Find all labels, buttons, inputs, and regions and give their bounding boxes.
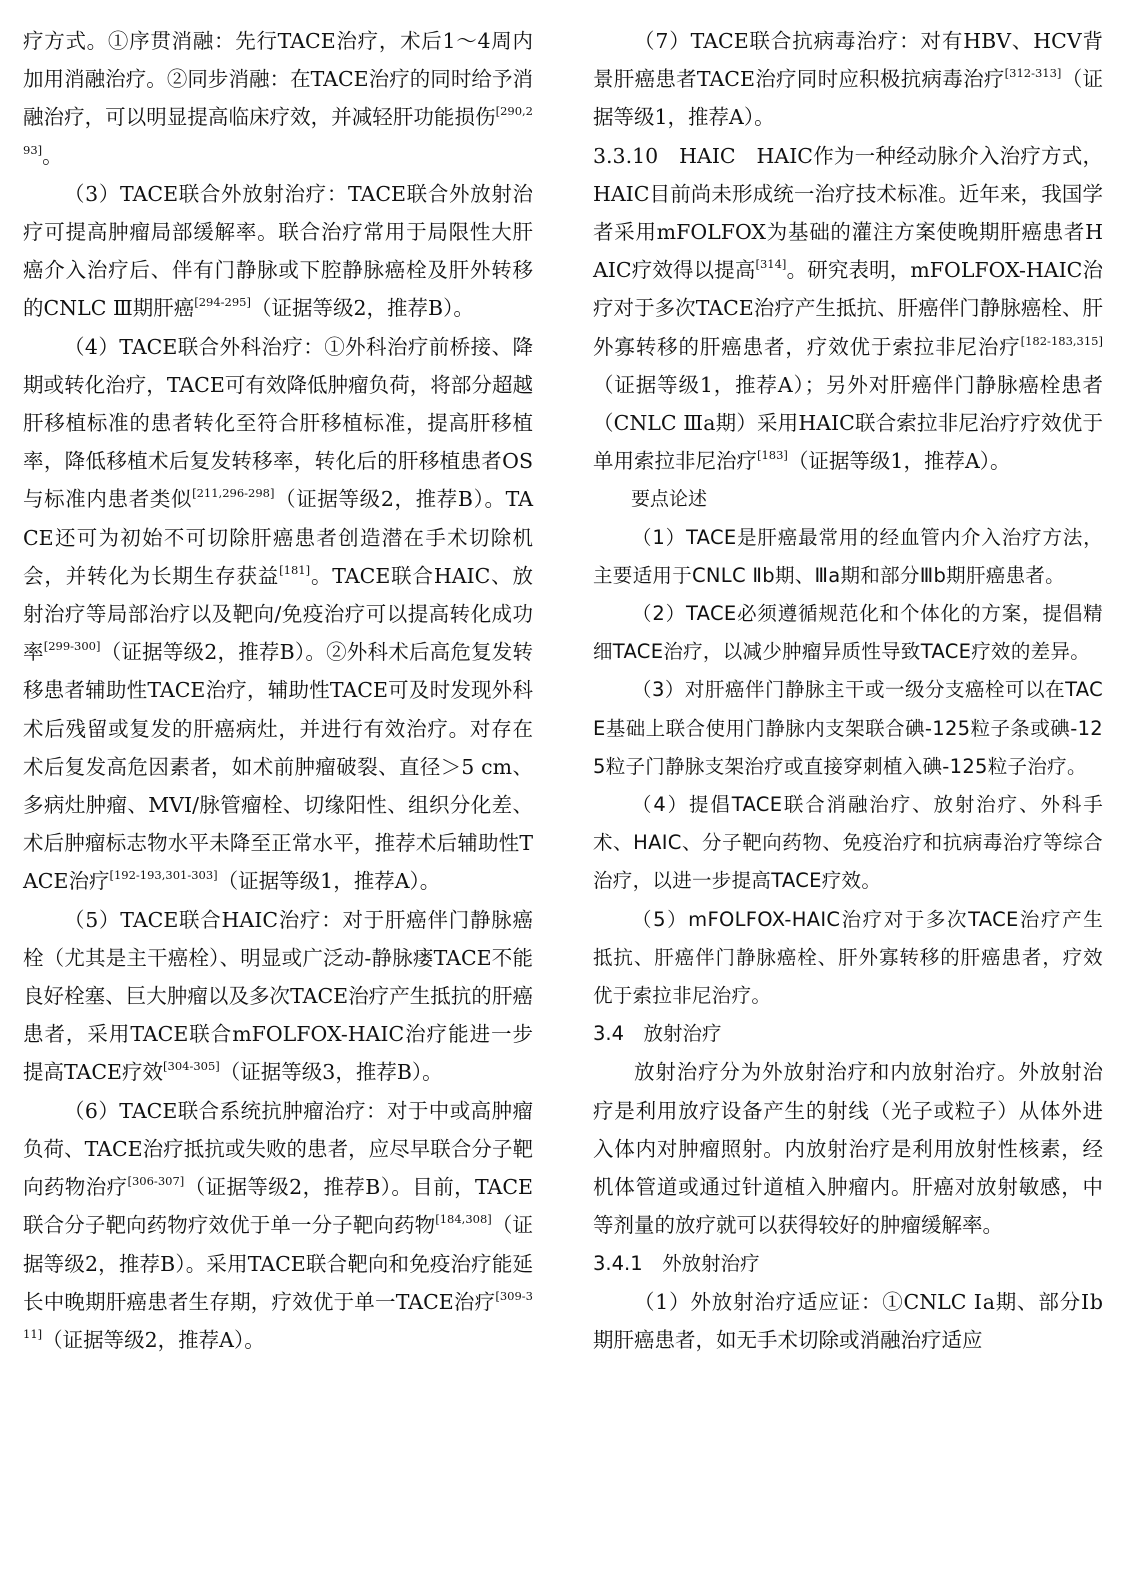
text-run: （4）TACE联合外科治疗：①外科治疗前桥接、降期或转化治疗，TACE可有效降低肿瘤负荷，将部分超越肝移植标准的患者转化至符合肝移植标准，提高肝移植率，降低移植术后复发转移率，转化后的肝移植患者OS与标准内患者类似	[23, 334, 533, 512]
text-run: （1）外放射治疗适应证：①CNLC Ⅰa期、部分Ⅰb期肝癌患者，如无手术切除或消融治疗适应	[593, 1289, 1103, 1352]
right-paragraph	[593, 1053, 1103, 1244]
text-run: （5）mFOLFOX-HAIC治疗对于多次TACE治疗产生抵抗、肝癌伴门静脉癌栓、肝外寡转移的肝癌患者，疗效优于索拉非尼治疗。	[593, 907, 1103, 1008]
left-paragraph	[23, 901, 533, 1092]
text-run: （7）TACE联合抗病毒治疗：对有HBV、HCV背景肝癌患者TACE治疗同时应积极抗病毒治疗	[593, 29, 1103, 92]
text-run: （证据等级2，推荐B）。	[250, 296, 474, 321]
text-run: （6）TACE联合系统抗肿瘤治疗：对于中或高肿瘤负荷、TACE治疗抵抗或失败的患者，应尽早联合分子靶向药物治疗	[23, 1098, 533, 1200]
left-text-column	[23, 22, 533, 1359]
text-run: 要点论述	[631, 488, 708, 511]
citation-reference: [290,293]	[23, 104, 533, 157]
text-run: （5）TACE联合HAIC治疗：对于肝癌伴门静脉癌栓（尤其是主干癌栓）、明显或广泛动-静脉瘘TACE不能良好栓塞、巨大肿瘤以及多次TACE治疗产生抵抗的肝癌患者，采用TACE联合mFOLFOX-HAIC治疗能进一步提高TACE疗效	[23, 907, 533, 1085]
text-run: （3）对肝癌伴门静脉主干或一级分支癌栓可以在TACE基础上联合使用门静脉内支架联合碘-125粒子条或碘-125粒子门静脉支架治疗或直接穿刺植入碘-125粒子治疗。	[593, 678, 1103, 778]
citation-reference: [304-305]	[163, 1059, 220, 1074]
text-run: 。TACE联合HAIC、放射治疗等局部治疗以及靶向/免疫治疗可以提高转化成功率	[23, 563, 533, 665]
right-key-point-paragraph	[593, 671, 1103, 786]
right-paragraph	[593, 1283, 1103, 1359]
citation-reference: [183]	[757, 448, 788, 463]
left-paragraph	[23, 22, 533, 175]
text-run: （1）TACE是肝癌最常用的经血管内介入治疗方法，主要适用于CNLC Ⅱb期、Ⅲa期和部分Ⅲb期肝癌患者。	[593, 525, 1103, 587]
citation-reference: [312-313]	[1004, 66, 1062, 81]
right-section-heading	[593, 1245, 1103, 1283]
citation-reference: [306-307]	[127, 1174, 185, 1189]
right-text-column	[593, 22, 1103, 1359]
right-paragraph	[593, 137, 1103, 481]
citation-reference: [314]	[755, 257, 787, 272]
text-run: （证据等级1，推荐A）。	[217, 869, 441, 894]
right-key-point-paragraph	[593, 786, 1103, 901]
text-run: 。研究表明，mFOLFOX-HAIC治疗对于多次TACE治疗产生抵抗、肝癌伴门静脉癌栓、肝外寡转移的肝癌患者，疗效优于索拉非尼治疗	[593, 258, 1103, 359]
right-key-point-paragraph	[593, 901, 1103, 1016]
text-run: 3.4.1 外放射治疗	[593, 1251, 760, 1275]
right-key-point-paragraph	[593, 595, 1103, 671]
citation-reference: [181]	[279, 562, 311, 577]
right-section-heading	[593, 1015, 1103, 1053]
left-paragraph	[23, 1092, 533, 1359]
text-run: （4）提倡TACE联合消融治疗、放射治疗、外科手术、HAIC、分子靶向药物、免疫治疗和抗病毒治疗等综合治疗，以进一步提高TACE疗效。	[593, 793, 1103, 893]
right-key-point-paragraph	[593, 519, 1103, 595]
text-run: （证据等级2，推荐A）。	[42, 1327, 265, 1352]
text-run: （证据等级1，推荐A）。	[787, 449, 1011, 474]
text-run: 放射治疗分为外放射治疗和内放射治疗。外放射治疗是利用放疗设备产生的射线（光子或粒子）从体外进入体内对肿瘤照射。内放射治疗是利用放射性核素，经机体管道或通过针道植入肿瘤内。肝癌对放射敏感，中等剂量的放疗就可以获得较好的肿瘤缓解率。	[593, 1060, 1103, 1238]
text-run: （2）TACE必须遵循规范化和个体化的方案，提倡精细TACE治疗，以减少肿瘤异质性导致TACE疗效的差异。	[593, 602, 1103, 664]
citation-reference: [182-183,315]	[1020, 333, 1103, 348]
text-run: 。	[42, 143, 63, 168]
left-paragraph	[23, 328, 533, 901]
text-run: （证据等级2，推荐B）。TACE还可为初始不可切除肝癌患者创造潜在手术切除机会，并转化为长期生存获益	[23, 487, 533, 588]
citation-reference: [294-295]	[194, 295, 251, 310]
text-run: （证据等级1，推荐A）；另外对肝癌伴门静脉癌栓患者（CNLC Ⅲa期）采用HAIC联合索拉非尼治疗疗效优于单用索拉非尼治疗	[593, 372, 1103, 474]
text-run: （证据等级2，推荐B）。采用TACE联合靶向和免疫治疗能延长中晚期肝癌患者生存期，疗效优于单一TACE治疗	[23, 1213, 534, 1314]
citation-reference: [211,296-298]	[192, 486, 275, 501]
citation-reference: [309-311]	[23, 1288, 533, 1341]
text-run: （证据等级2，推荐B）。②外科术后高危复发转移患者辅助性TACE治疗，辅助性TACE可及时发现外科术后残留或复发的肝癌病灶，并进行有效治疗。对存在术后复发高危因素者，如术前肿瘤破裂、直径＞5 cm、多病灶肿瘤、MVI/脉管瘤栓、切缘阳性、组织分化差、术后肿瘤标志物水平未降至正常水平，推荐术后辅助性TACE治疗	[23, 640, 534, 894]
citation-reference: [184,308]	[435, 1212, 492, 1227]
left-paragraph	[23, 175, 533, 328]
text-run: （证据等级2，推荐B）。目前，TACE联合分子靶向药物疗效优于单一分子靶向药物	[23, 1175, 533, 1238]
text-run: （3）TACE联合外放射治疗：TACE联合外放射治疗可提高肿瘤局部缓解率。联合治疗常用于局限性大肝癌介入治疗后、伴有门静脉或下腔静脉癌栓及肝外转移的CNLC Ⅲ期肝癌	[23, 181, 533, 321]
text-run: 3.4 放射治疗	[593, 1022, 722, 1046]
text-run: （证据等级1，推荐A）。	[593, 67, 1103, 130]
citation-reference: [192-193,301-303]	[109, 868, 218, 883]
text-run: （证据等级3，推荐B）。	[219, 1060, 443, 1085]
text-run: 疗方式。①序贯消融：先行TACE治疗，术后1～4周内加用消融治疗。②同步消融：在TACE治疗的同时给予消融治疗，可以明显提高临床疗效，并减轻肝功能损伤	[23, 29, 533, 130]
text-run: 3.3.10 HAIC HAIC作为一种经动脉介入治疗方式，HAIC目前尚未形成统一治疗技术标准。近年来，我国学者采用mFOLFOX为基础的灌注方案使晚期肝癌患者HAIC疗效得以提高	[593, 143, 1103, 283]
citation-reference: [299-300]	[43, 639, 101, 654]
right-key-points-heading	[593, 480, 1103, 518]
right-paragraph	[593, 22, 1103, 137]
